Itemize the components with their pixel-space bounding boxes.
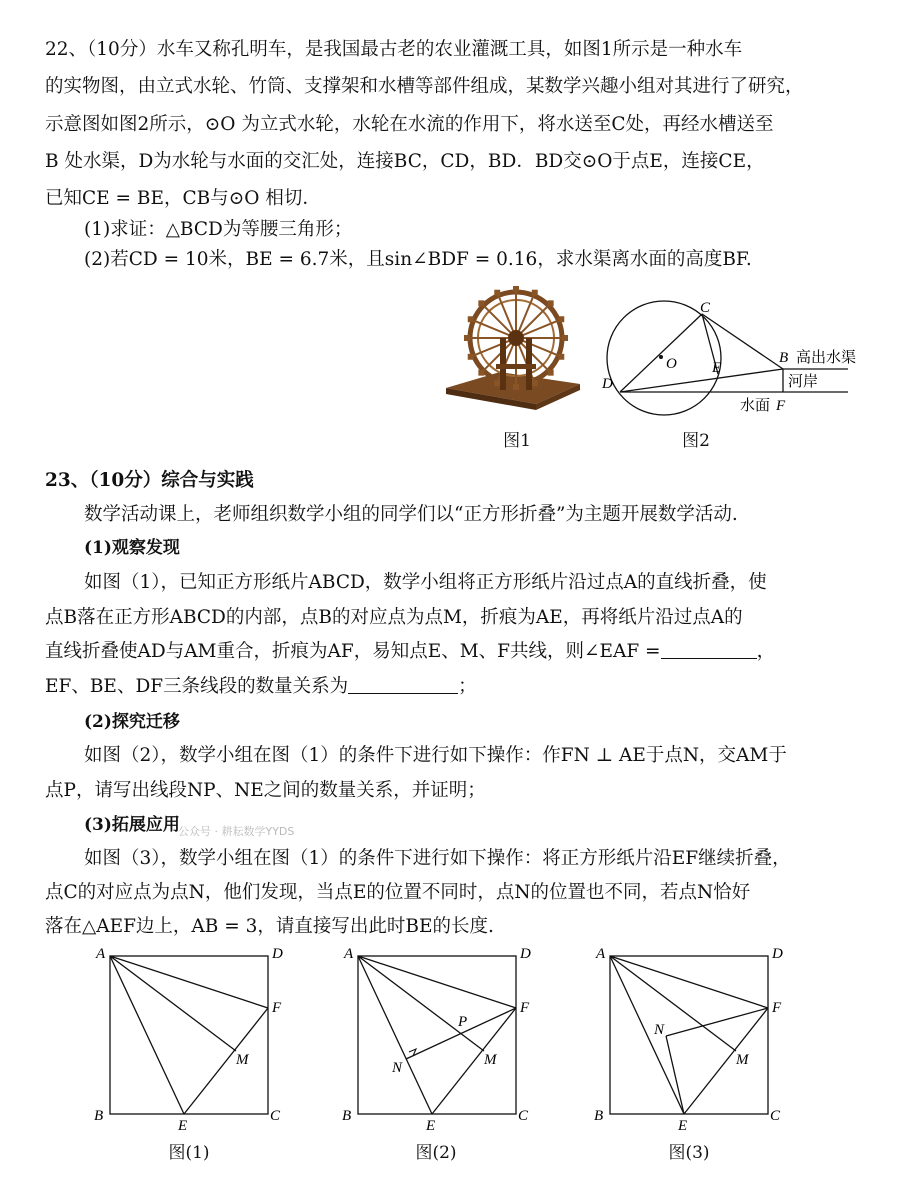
wheel-bucket [562,335,568,341]
fig2-label-O: O [666,356,677,372]
wheel-bucket [532,290,538,296]
fig-3-label-B: B [594,1108,604,1124]
waterwheel-photo [440,276,590,416]
q23-s1-line-4: EF、BE、DF三条线段的数量关系为 [45,676,349,697]
wheel-bucket [548,370,554,376]
fig2-label-canal: 高出水渠 [796,350,857,366]
fig2-diagram [598,300,888,420]
fig-3-label-N: N [654,1022,665,1038]
fig-2-label-D: D [520,946,531,962]
fig-1-label-C: C [270,1108,281,1124]
q22-line-3: 示意图如图2所示，⊙O 为立式水轮，水轮在水流的作用下，将水送至C处，再经水槽送至 [45,114,774,135]
fig2-label-E: E [712,360,722,376]
wheel-bucket [468,354,474,360]
q22-part-2: (2)若CD = 10米，BE = 6.7米，且sin∠BDF = 0.16，求水渠离水面的高度BF. [84,249,752,270]
fig-2-label-P: P [458,1014,468,1030]
fig-3-label-E: E [678,1118,688,1134]
watermark: 公众号 · 耕耘数学YYDS [178,825,295,838]
fig-2-diagram [338,944,538,1134]
fig-1-caption: 图(1) [168,1143,210,1163]
fig-1-label-F: F [272,1000,282,1016]
wheel-bucket [513,384,519,390]
q23-s1-line-1: 如图（1），已知正方形纸片ABCD，数学小组将正方形纸片沿过点A的直线折叠，使 [84,572,767,593]
wheel-bucket [468,316,474,322]
wheel-bucket [548,300,554,306]
q22-line-1: 22、（10分）水车又称孔明车，是我国最古老的农业灌溉工具，如图1所示是一种水车 [45,39,743,60]
answer-blank-angle[interactable] [661,640,757,659]
q23-s3-line-2: 点C的对应点为点N，他们发现，当点E的位置不同时，点N的位置也不同，若点N恰好 [45,882,751,903]
wheel-bucket [532,380,538,386]
fig-2-label-E: E [426,1118,436,1134]
q23-s2-line-2: 点P，请写出线段NP、NE之间的数量关系，并证明； [45,780,486,801]
fig2-label-F: F [776,398,786,414]
wheel-bucket [494,290,500,296]
wheel-bucket [478,370,484,376]
q22-line-4: B 处水渠，D为水轮与水面的交汇处，连接BC，CD，BD．BD交⊙O于点E，连接CE， [45,151,765,172]
fig-3-label-F: F [772,1000,782,1016]
fig-1-label-B: B [94,1108,104,1124]
q23-s1-line-3-end: ， [756,641,776,662]
q23-s1-line-2: 点B落在正方形ABCD的内部，点B的对应点为点M，折痕为AE，再将纸片沿过点A的 [45,607,743,628]
fig-1-label-D: D [272,946,283,962]
wheel-bucket [513,286,519,292]
q22-line-2: 的实物图，由立式水轮、竹筒、支撑架和水槽等部件组成，某数学兴趣小组对其进行了研究， [45,76,804,97]
fig-2-label-N: N [392,1060,403,1076]
q23-s1-line-3: 直线折叠使AD与AM重合，折痕为AF，易知点E、M、F共线，则∠EAF = [45,641,661,662]
fig-2-caption: 图(2) [415,1143,457,1163]
q23-section2-title: (2)探究迁移 [84,712,180,732]
q22-part-1: (1)求证：△BCD为等腰三角形； [84,219,353,240]
wheel-bucket [478,300,484,306]
fig-1-label-M: M [236,1052,249,1068]
fig-3-label-A: A [596,946,606,962]
q23-s1-line-4-end: ； [458,676,477,697]
fig-1-label-A: A [96,946,106,962]
fig-2-label-M: M [484,1052,497,1068]
fig-3-label-D: D [772,946,783,962]
fig-3-caption: 图(3) [668,1143,710,1163]
q23-intro: 数学活动课上，老师组织数学小组的同学们以“正方形折叠”为主题开展数学活动. [84,504,738,525]
fig-1-diagram [90,944,290,1134]
fig1-caption: 图1 [503,431,531,451]
fig-2-label-A: A [344,946,354,962]
q23-s1-line-4-row [45,675,890,699]
fig-2-label-C: C [518,1108,529,1124]
q23-s1-line-3-row [45,640,890,664]
fig2-label-D: D [602,376,613,392]
fig2-caption: 图2 [682,431,710,451]
q23-s3-line-1: 如图（3），数学小组在图（1）的条件下进行如下操作：将正方形纸片沿EF继续折叠， [84,848,791,869]
fig-3-label-C: C [770,1108,781,1124]
fig2-label-C: C [700,300,711,316]
q23-section1-title: (1)观察发现 [84,538,180,558]
fig-3-label-M: M [736,1052,749,1068]
answer-blank-relation[interactable] [348,675,458,694]
wheel-bucket [558,354,564,360]
fig-1-label-E: E [178,1118,188,1134]
fig2-label-B: B [779,350,789,366]
q23-s2-line-1: 如图（2），数学小组在图（1）的条件下进行如下操作：作FN ⊥ AE于点N，交AM于 [84,745,787,766]
wheel-bucket [494,380,500,386]
q23-s3-line-3: 落在△AEF边上，AB = 3，请直接写出此时BE的长度. [45,916,494,937]
fig-2-label-F: F [520,1000,530,1016]
wheel-bucket [464,335,470,341]
q23-section3-title: (3)拓展应用 [84,815,180,835]
q22-line-5: 已知CE = BE，CB与⊙O 相切． [45,188,321,209]
fig2-label-water: 水面 [740,398,771,414]
q23-heading: 23、（10分）综合与实践 [45,470,254,491]
fig-3-diagram [590,944,790,1134]
fig-2-label-B: B [342,1108,352,1124]
wheel-bucket [558,316,564,322]
fig2-label-bank: 河岸 [788,374,819,390]
